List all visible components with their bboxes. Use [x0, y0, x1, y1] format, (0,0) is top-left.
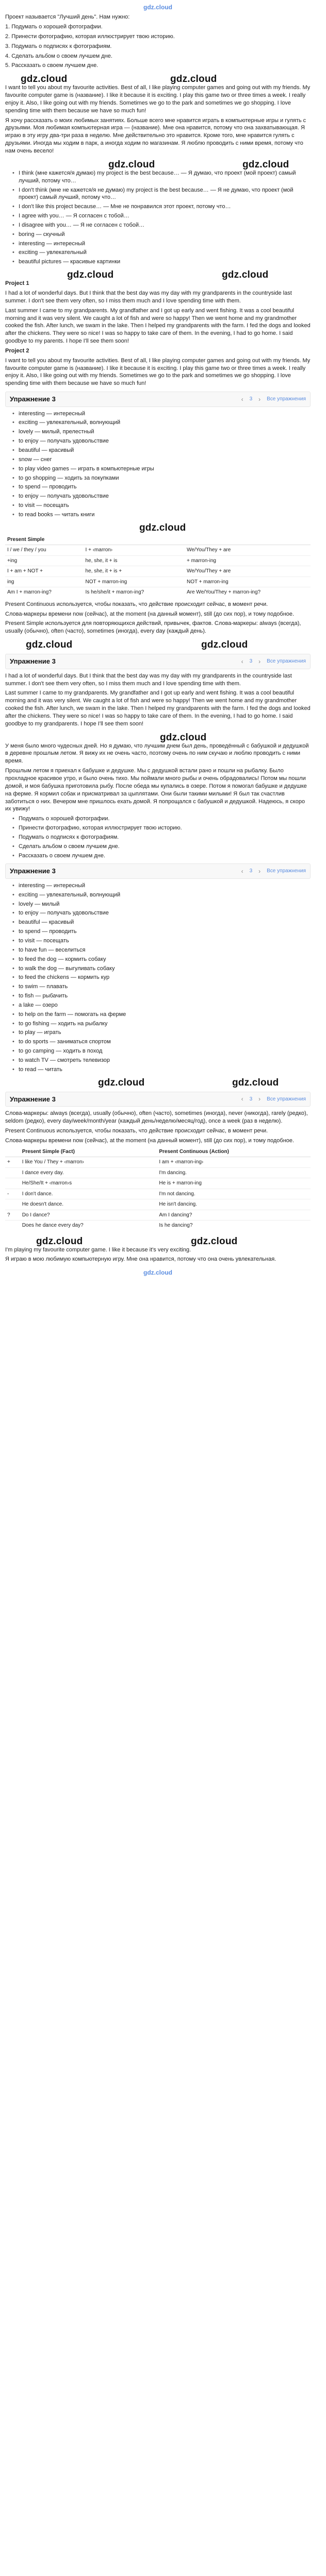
all-exercises-link[interactable]: Все упражнения	[267, 1096, 306, 1102]
table-cell: ing	[5, 577, 84, 587]
table-row	[5, 587, 311, 598]
chevron-right-icon[interactable]: ›	[258, 868, 261, 875]
table-row	[5, 1157, 311, 1168]
intro-line: 5. Рассказать о своем лучшем дне.	[5, 62, 99, 69]
list-item: • to do sports — заниматься спортом	[12, 1038, 311, 1046]
list-item: • lovely — милый	[12, 901, 311, 908]
project-text: I had a lot of wonderful days. But I think that the best day was my day with my grandparents in the countryside last summer. I don't see them very often, so I miss them much and I love spending time with them.	[5, 290, 292, 304]
intro-line: 4. Сделать альбом о своем лучшем дне.	[5, 53, 112, 59]
exercise-nav	[241, 395, 306, 403]
watermark: gdz.cloud	[36, 1235, 83, 1247]
table-cell: Do I dance?	[20, 1210, 157, 1221]
list-item: • to go fishing — ходить на рыбалку	[12, 1020, 311, 1028]
list-item: • to walk the dog — выгуливать собаку	[12, 965, 311, 973]
intro-block	[5, 13, 311, 70]
project-title: Project 2	[5, 347, 29, 354]
list-item: • Подумать о подписях к фотографиям.	[12, 834, 311, 841]
closing-text-ru: Я играю в мою любимую компьютерную игру. Мне она нравится, потому что она очень увлекательная.	[5, 1256, 276, 1263]
table-header: Present Simple (Fact)	[20, 1147, 157, 1157]
list-item: • to visit — посещать	[12, 937, 311, 945]
table-cell: I + am + NOT +	[5, 566, 84, 577]
story-text: Last summer I came to my grandparents. My grandfather and I got up early and went fishing. It was a cool beautiful morning and it was very silent. We caught a lot of fish and were so happy! Then we went home and my grandmother cooked the fish. After lunch, we swam in the lake. Then I helped my grandparents with the farm. I fed the dogs and looked after the chickens. They were so nice! I was so happy to take care of them. In the evening, I had to go home. I said goodbye to my grandparents. I hope I'll see them soon!	[5, 690, 311, 727]
list-item: • I disagree with you… — Я не согласен с тобой…	[12, 222, 311, 229]
watermark: gdz.cloud	[26, 639, 73, 651]
list-item: • Рассказать о своем лучшем дне.	[12, 852, 311, 860]
list-item: • I don't like this project because… — Мне не понравился этот проект, потому что…	[12, 203, 311, 211]
grammar-note: Present Continuous используется, чтобы показать, что действие происходит сейчас, в момент речи.	[5, 1127, 268, 1134]
list-item: • to read — читать	[12, 1066, 311, 1074]
table-row	[5, 1189, 311, 1199]
watermark: gdz.cloud	[108, 159, 155, 170]
watermark: gdz.cloud	[222, 269, 269, 281]
exercise-number: 3	[249, 396, 253, 402]
list-item: • I don't think (мне не кажется/я не думаю) my project is the best because… — Я не думаю, что проект (мой проект) самый лучший, потому что…	[12, 187, 311, 202]
table-cell: I'm dancing.	[157, 1167, 311, 1178]
grammar-note: Слова-маркеры времени now (сейчас), at the moment (на данный момент), still (до сих пор), и тому подобное.	[5, 1137, 295, 1144]
exercise-title: Упражнение 3	[10, 867, 56, 875]
table-cell: Are We/You/They + marron-ing?	[185, 587, 311, 598]
table-cell: +ing	[5, 555, 84, 566]
intro-line: 1. Подумать о хорошей фотографии.	[5, 24, 103, 30]
table-cell: he, she, it + is	[84, 555, 185, 566]
table-row	[5, 545, 311, 556]
chevron-left-icon[interactable]: ‹	[241, 1095, 243, 1103]
story-text: I had a lot of wonderful days. But I think that the best day was my day with my grandparents in the countryside last summer. I don't see them very often, so I miss them much and I love spending time with them.	[5, 672, 292, 687]
table-row	[5, 1199, 311, 1210]
table-header	[185, 535, 311, 545]
list-item: • to feed the dog — кормить собаку	[12, 956, 311, 963]
grammar-note: Present Simple используется для повторяющихся действий, привычек, фактов. Слова-маркеры: always (всегда), usually (обычно), often (часто), sometimes (иногда), every day (каждый день).	[5, 620, 301, 635]
exercise-number: 3	[249, 868, 253, 874]
chevron-left-icon[interactable]: ‹	[241, 657, 243, 665]
exercise-nav	[241, 1095, 306, 1103]
list-item: • beautiful — красивый	[12, 919, 311, 926]
table-cell: I + ‹marron›	[84, 545, 185, 556]
watermark: gdz.cloud	[191, 1235, 238, 1247]
watermark: gdz.cloud	[21, 74, 68, 85]
list-item: • to swim — плавать	[12, 983, 311, 991]
watermark: gdz.cloud	[160, 732, 207, 743]
table-cell: Am I dancing?	[157, 1210, 311, 1221]
grammar-table	[5, 1147, 311, 1231]
table-row	[5, 577, 311, 587]
list-item: • Принести фотографию, которая иллюстрирует твою историю.	[12, 824, 311, 832]
watermark: gdz.cloud	[242, 159, 289, 170]
watermark: gdz.cloud	[201, 639, 248, 651]
table-header: Present Simple	[5, 535, 84, 545]
vocab-list	[5, 882, 311, 1074]
page	[0, 0, 316, 1285]
table-cell: NOT + marron-ing	[84, 577, 185, 587]
list-item: • to have fun — веселиться	[12, 946, 311, 954]
story-text-ru: У меня было много чудесных дней. Но я думаю, что лучшим днем был день, проведённый с бабушкой и дедушкой в деревне прошлым летом. Я вижу их не очень часто, поэтому очень по ним скучаю и люблю проводить с ними время.	[5, 742, 309, 765]
watermark: gdz.cloud	[139, 522, 186, 533]
list-item: • to feed the chickens — кормить кур	[12, 974, 311, 981]
exercise-header	[5, 392, 311, 407]
list-item: • to play video games — играть в компьютерные игры	[12, 465, 311, 473]
project-text: Last summer I came to my grandparents. My grandfather and I got up early and went fishing. It was a cool beautiful morning and it was very silent. We caught a lot of fish and were so happy! Then we went home and my grandmother cooked the fish. After lunch, we swam in the lake. Then I helped my grandparents with the farm. I fed the dogs and looked after the chickens. They were so nice! I was so happy to take care of them. In the evening, I had to go home. I said goodbye to my parents. I hope I'll see them soon!	[5, 307, 311, 345]
table-row	[5, 555, 311, 566]
watermark: gdz.cloud	[170, 74, 217, 85]
watermark: gdz.cloud	[67, 269, 114, 281]
grammar-note: Слова-маркеры: always (всегда), usually (обычно), often (часто), sometimes (иногда), never (никогда), rarely (редко), seldom (редко), every day/week/month/year (каждый день/неделю/месяц/год), once a week (раз в неделю).	[5, 1110, 308, 1125]
table-row	[5, 1167, 311, 1178]
table-cell: he, she, it + is +	[84, 566, 185, 577]
table-cell	[5, 1221, 20, 1231]
list-item: • to visit — посещать	[12, 502, 311, 510]
table-cell: -	[5, 1189, 20, 1199]
grammar-note: Present Continuous используется, чтобы показать, что действие происходит сейчас, в момент речи.	[5, 601, 268, 607]
list-item: • to go camping — ходить в поход	[12, 1047, 311, 1055]
list-item: • beautiful pictures — красивые картинки	[12, 258, 311, 266]
table-row	[5, 1178, 311, 1189]
project-text-en: I want to tell you about my favourite activities. Best of all, I like playing computer games and going out with my friends. My favourite computer game is (название). I like it because it is exciting. I play this game two or three times a week. I really enjoy it. Also, I like going out with my friends. Sometimes we go to the park and sometimes we go shopping. I love spending time with them because we have so much fun!	[5, 84, 311, 114]
site-header[interactable]: gdz.cloud	[143, 4, 172, 11]
list-item: • beautiful — красивый	[12, 447, 311, 454]
exercise-title: Упражнение 3	[10, 395, 56, 403]
list-item: • interesting — интересный	[12, 240, 311, 248]
list-item: • to help on the farm — помогать на ферме	[12, 1011, 311, 1019]
list-item: • boring — скучный	[12, 231, 311, 239]
table-cell	[5, 1178, 20, 1189]
chevron-left-icon[interactable]: ‹	[241, 395, 243, 403]
grammar-note: Слова-маркеры времени now (сейчас), at the moment (на данный момент), still (до сих пор), и тому подобное.	[5, 611, 295, 617]
task-list	[5, 815, 311, 859]
table-cell: +	[5, 1157, 20, 1168]
list-item: • to fish — рыбачить	[12, 992, 311, 1000]
table-cell: Does he dance every day?	[20, 1221, 157, 1231]
intro-line: Проект называется "Лучший день". Нам нужно:	[5, 14, 130, 21]
table-cell: He isn't dancing.	[157, 1199, 311, 1210]
table-cell: I dance every day.	[20, 1167, 157, 1178]
chevron-right-icon[interactable]: ›	[258, 395, 261, 403]
exercise-header	[5, 654, 311, 669]
list-item: • to enjoy — получать удовольствие	[12, 437, 311, 445]
all-exercises-link[interactable]: Все упражнения	[267, 658, 306, 665]
table-header: Present Continuous (Action)	[157, 1147, 311, 1157]
intro-line: 3. Подумать о подписях к фотографиям.	[5, 43, 112, 49]
exercise-title: Упражнение 3	[10, 657, 56, 666]
table-row	[5, 566, 311, 577]
list-item: • to go shopping — ходить за покупками	[12, 474, 311, 482]
list-item: • to play — играть	[12, 1029, 311, 1037]
table-cell: I / we / they / you	[5, 545, 84, 556]
exercise-nav	[241, 657, 306, 666]
all-exercises-link[interactable]: Все упражнения	[267, 396, 306, 402]
list-item: • to read books — читать книги	[12, 511, 311, 519]
list-item: • interesting — интересный	[12, 882, 311, 890]
watermark: gdz.cloud	[232, 1077, 279, 1088]
project-title: Project 1	[5, 280, 29, 287]
table-row	[5, 1221, 311, 1231]
table-cell: ?	[5, 1210, 20, 1221]
table-cell: We/You/They + are	[185, 545, 311, 556]
exercise-header	[5, 1092, 311, 1107]
project-text: I want to tell you about my favourite activities. Best of all, I like playing computer games and going out with my friends. My favourite computer game is (название). I like it because it is exciting. I play this game two or three times a week. I really enjoy it. Also, I like going out with my friends. Sometimes we go to the park and sometimes we go shopping. I love spending time with them because we have so much fun!	[5, 357, 311, 387]
list-item: • Подумать о хорошей фотографии.	[12, 815, 311, 823]
table-cell: He is + marron-ing	[157, 1178, 311, 1189]
table-cell: Is he/she/it + marron-ing?	[84, 587, 185, 598]
story-text-ru: Прошлым летом я приехал к бабушке и дедушке. Мы с дедушкой встали рано и пошли на рыбалку. Было прохладное красивое утро, и было очень тихо. Мы поймали много рыбы и очень обрадовались! Потом мы пошли домой, и моя бабушка приготовила рыбу. После обеда мы купались в озере. Потом я помогал бабушке и дедушке на ферме. Я кормил собак и присматривал за цыплятами. Они были такими милыми! Я был так счастлив заботиться о них. Вечером мне пришлось ехать домой. Я попрощался с бабушкой и дедушкой. Надеюсь, я скоро их увижу!	[5, 768, 307, 812]
table-cell: NOT + marron-ing	[185, 577, 311, 587]
table-cell: Am I + marron-ing?	[5, 587, 84, 598]
list-item: • exciting — увлекательный	[12, 249, 311, 257]
intro-line: 2. Принести фотографию, которая иллюстрирует твою историю.	[5, 33, 175, 40]
project-text-ru: Я хочу рассказать о моих любимых занятиях. Больше всего мне нравится играть в компьютерные игры и гулять с друзьями. Моя любимая компьютерная игра — (название). Мне она нравится, потому что она захватывающая. Я играю в эту игру два-три раза в неделю. Мне действительно это нравится. Кроме того, мне нравится гулять с друзьями. Иногда мы ходим в парк, а иногда ходим по магазинам. Я люблю проводить с ними время, потому что нам очень весело!	[5, 117, 306, 154]
exercise-nav	[241, 867, 306, 875]
table-cell	[5, 1199, 20, 1210]
list-item: • exciting — увлекательный, волнующий	[12, 419, 311, 427]
watermark: gdz.cloud	[98, 1077, 145, 1088]
list-item: • snow — снег	[12, 456, 311, 464]
list-item: • interesting — интересный	[12, 410, 311, 418]
list-item: • lovely — милый, прелестный	[12, 428, 311, 436]
exercise-title: Упражнение 3	[10, 1095, 56, 1103]
closing-text-en: I'm playing my favourite computer game. I like it because it's very exciting.	[5, 1246, 191, 1253]
list-item: • to spend — проводить	[12, 483, 311, 491]
table-cell: Is he dancing?	[157, 1221, 311, 1231]
list-item: • to watch TV — смотреть телевизор	[12, 1057, 311, 1064]
table-cell: I'm not dancing.	[157, 1189, 311, 1199]
table-cell	[5, 1167, 20, 1178]
table-row	[5, 1210, 311, 1221]
chevron-right-icon[interactable]: ›	[258, 1095, 261, 1103]
site-footer[interactable]: gdz.cloud	[143, 1269, 172, 1277]
list-item: • Сделать альбом о своем лучшем дне.	[12, 843, 311, 851]
table-header	[5, 1147, 20, 1157]
grammar-table	[5, 535, 311, 598]
list-item: • a lake — озеро	[12, 1002, 311, 1009]
table-cell: + marron-ing	[185, 555, 311, 566]
phrase-list	[5, 170, 311, 266]
exercise-number: 3	[249, 1096, 253, 1102]
table-cell: I don't dance.	[20, 1189, 157, 1199]
vocab-list	[5, 410, 311, 519]
exercise-number: 3	[249, 658, 253, 665]
list-item: • exciting — увлекательный, волнующий	[12, 891, 311, 899]
all-exercises-link[interactable]: Все упражнения	[267, 868, 306, 874]
list-item: • I think (мне кажется/я думаю) my project is the best because… — Я думаю, что проект (мой проект) самый лучший, потому что…	[12, 170, 311, 185]
table-cell: I am + ‹marron-ing›	[157, 1157, 311, 1168]
chevron-right-icon[interactable]: ›	[258, 657, 261, 665]
table-cell: I like You / They + ‹marron›	[20, 1157, 157, 1168]
list-item: • to spend — проводить	[12, 928, 311, 936]
table-header	[84, 535, 185, 545]
list-item: • to enjoy — получать удовольствие	[12, 493, 311, 500]
exercise-header	[5, 863, 311, 879]
table-cell: He/She/It + ‹marron›s	[20, 1178, 157, 1189]
table-cell: He doesn't dance.	[20, 1199, 157, 1210]
chevron-left-icon[interactable]: ‹	[241, 868, 243, 875]
table-cell: We/You/They + are	[185, 566, 311, 577]
list-item: • I agree with you… — Я согласен с тобой…	[12, 212, 311, 220]
list-item: • to enjoy — получать удовольствие	[12, 909, 311, 917]
